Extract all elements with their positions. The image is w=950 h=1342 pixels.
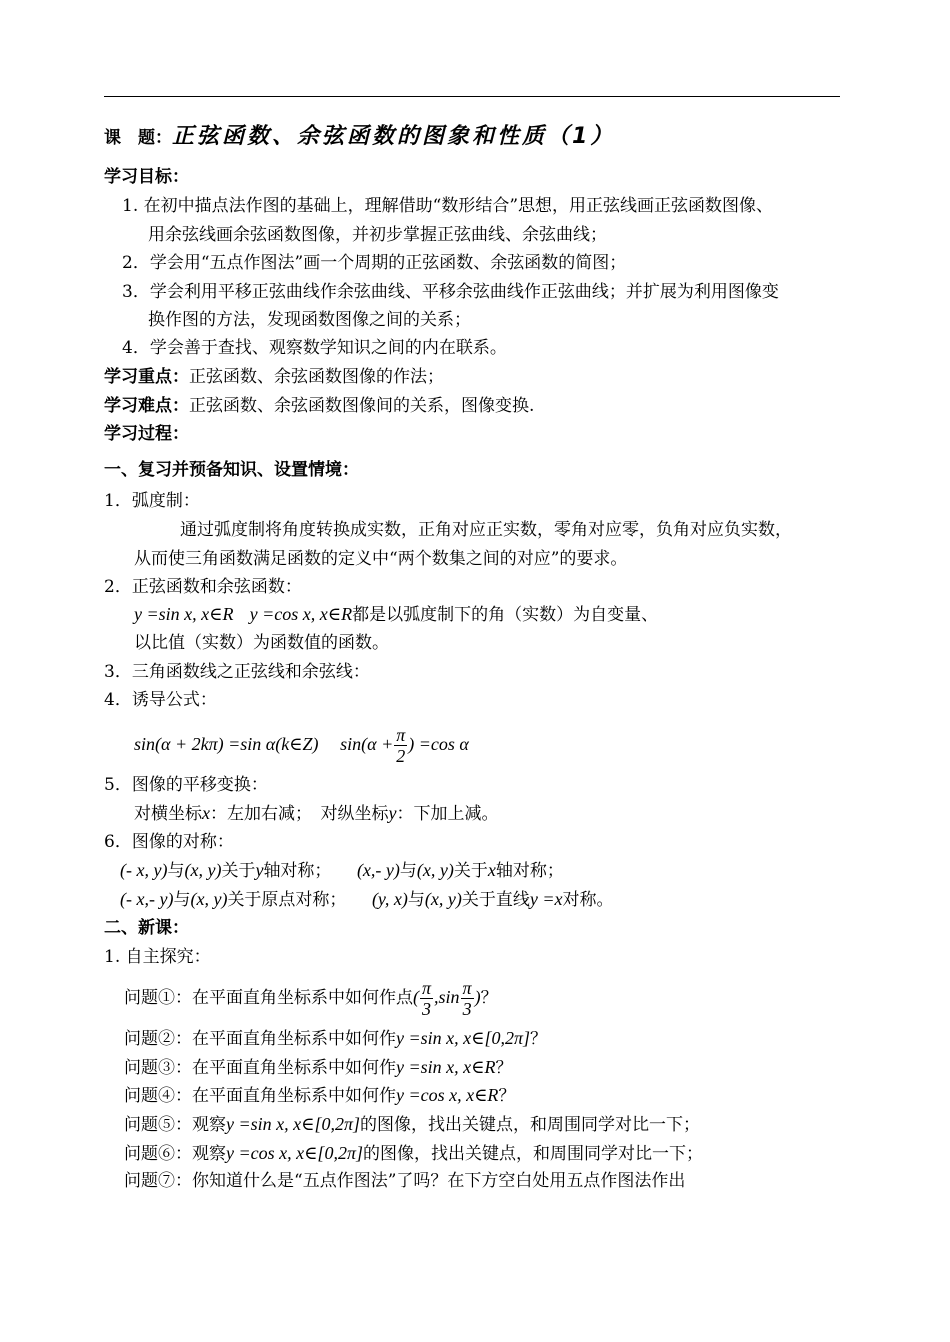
text-run: 对称。 — [562, 890, 614, 910]
fraction-pi-over-3: $\frac{\pi}{3}$ — [462, 978, 472, 1019]
question-4: 问题④：在平面直角坐标系中如何作y =cos x, x∈R？ — [124, 1085, 516, 1106]
fraction-pi-over-3: $\frac{\pi}{3}$ — [422, 978, 432, 1019]
formula-induction-2b: ) =cos α — [408, 734, 469, 754]
text-run: 与 — [399, 861, 417, 881]
text-run: 轴对称； — [495, 861, 564, 881]
key-points-text: 正弦函数、余弦函数图像的作法； — [189, 367, 444, 387]
item-sin-cos-text: 都是以弧度制下的角（实数）为自变量、 — [352, 605, 659, 625]
symmetry-row-1 — [120, 859, 564, 882]
item-sin-cos-text: 以比值（实数）为函数值的函数。 — [134, 633, 389, 653]
goal-item: 换作图的方法，发现函数图像之间的关系； — [148, 310, 471, 330]
math-expr: (- x, y) — [120, 860, 168, 880]
math-expr: (x, y) — [424, 889, 462, 909]
math-expr: (y, x) — [371, 889, 408, 909]
question-5: 问题⑤：观察y =sin x, x∈[0,2π]的图像，找出关键点，和周围同学对比一下； — [124, 1114, 700, 1135]
question-7: 问题⑦：你知道什么是“五点作图法”了吗？在下方空白处用五点作图法作出 — [124, 1171, 686, 1191]
difficulties-text: 正弦函数、余弦函数图像间的关系，图像变换. — [189, 396, 535, 416]
math-expr: y — [255, 860, 264, 880]
math-expr: (- x,- y) — [120, 889, 174, 909]
question-2: 问题②：在平面直角坐标系中如何作y =sin x, x∈[0,2π]？ — [124, 1028, 547, 1049]
math-expr: (x, y) — [190, 889, 228, 909]
item-sin-cos-line — [134, 603, 658, 626]
text-run: 关于 — [453, 861, 488, 881]
text-run: 轴对称； — [263, 861, 357, 881]
formula-induction-2a: sin(α + — [340, 734, 394, 754]
math-expr: y =x — [529, 889, 563, 909]
top-rule — [104, 96, 840, 97]
goal-item: 1. 在初中描点法作图的基础上，理解借助“数形结合”思想，用正弦线画正弦函数图像、 — [122, 196, 774, 216]
title-label: 课 题： — [104, 128, 172, 148]
math-expr: (x,- y) — [356, 860, 400, 880]
goal-item: 2．学会用“五点作图法”画一个周期的正弦函数、余弦函数的简图； — [122, 253, 627, 273]
difficulties — [104, 395, 534, 417]
math-expr: (x, y) — [416, 860, 454, 880]
goal-item: 4．学会善于查找、观察数学知识之间的内在联系。 — [122, 338, 507, 358]
text-run: 关于 — [221, 861, 256, 881]
lesson-title — [104, 122, 615, 153]
item-trig-lines-title: 3．三角函数线之正弦线和余弦线： — [104, 662, 370, 682]
title-text: 正弦函数、余弦函数的图象和性质（1） — [172, 124, 616, 149]
goal-item: 用余弦线画余弦函数图像，并初步掌握正弦曲线、余弦曲线； — [148, 225, 607, 245]
fraction-pi-over-2: $\frac{\pi}{2}$ — [396, 725, 406, 766]
formula-sin: y =sin x, x∈R — [134, 604, 234, 624]
section-2-heading: 二、新课： — [104, 918, 189, 938]
symmetry-row-2 — [120, 888, 614, 911]
item-radian-text: 通过弧度制将角度转换成实数，正角对应正实数，零角对应零，负角对应负实数， — [180, 520, 792, 540]
goals-heading: 学习目标： — [104, 167, 189, 187]
difficulties-label: 学习难点： — [104, 396, 189, 416]
text-run: 关于原点对称； — [227, 890, 372, 910]
formula-cos: y =cos x, x∈R — [249, 604, 353, 624]
item-induction-title: 4．诱导公式： — [104, 690, 217, 710]
item-symmetry-title: 6．图像的对称： — [104, 832, 234, 852]
math-expr: x — [487, 860, 496, 880]
item-radian-text: 从而使三角函数满足函数的定义中“两个数集之间的对应”的要求。 — [134, 549, 628, 569]
text-run: 与 — [407, 890, 425, 910]
text-run: 关于直线 — [461, 890, 530, 910]
process-heading: 学习过程： — [104, 424, 189, 444]
item-translation-title: 5．图像的平移变换： — [104, 775, 268, 795]
goal-item: 3．学会利用平移正弦曲线作余弦曲线、平移余弦曲线作正弦曲线；并扩展为利用图像变 — [122, 282, 779, 302]
question-6: 问题⑥：观察y =cos x, x∈[0,2π]的图像，找出关键点，和周围同学对比一下； — [124, 1143, 703, 1164]
text-run: 与 — [167, 861, 185, 881]
math-expr: (x, y) — [184, 860, 222, 880]
question-3: 问题③：在平面直角坐标系中如何作y =sin x, x∈R？ — [124, 1057, 513, 1078]
item-translation-text: 对横坐标x：左加右减； 对纵坐标y：下加上减。 — [134, 803, 499, 824]
key-points — [104, 366, 444, 388]
text-run: 与 — [173, 890, 191, 910]
item-radian-title: 1．弧度制： — [104, 491, 200, 511]
question-1: 问题①：在平面直角坐标系中如何作点( $\frac{\pi}{3}$ ,sin $\frac{\pi}{3}$ )？ — [124, 978, 498, 1019]
key-points-label: 学习重点： — [104, 367, 189, 387]
section-1-heading: 一、复习并预备知识、设置情境： — [104, 460, 359, 480]
item-explore-title: 1. 自主探究： — [104, 947, 211, 967]
induction-formulas — [134, 723, 469, 766]
item-sin-cos-title: 2．正弦函数和余弦函数： — [104, 577, 302, 597]
formula-induction-1: sin(α + 2kπ) =sin α(k∈Z) — [134, 734, 319, 754]
